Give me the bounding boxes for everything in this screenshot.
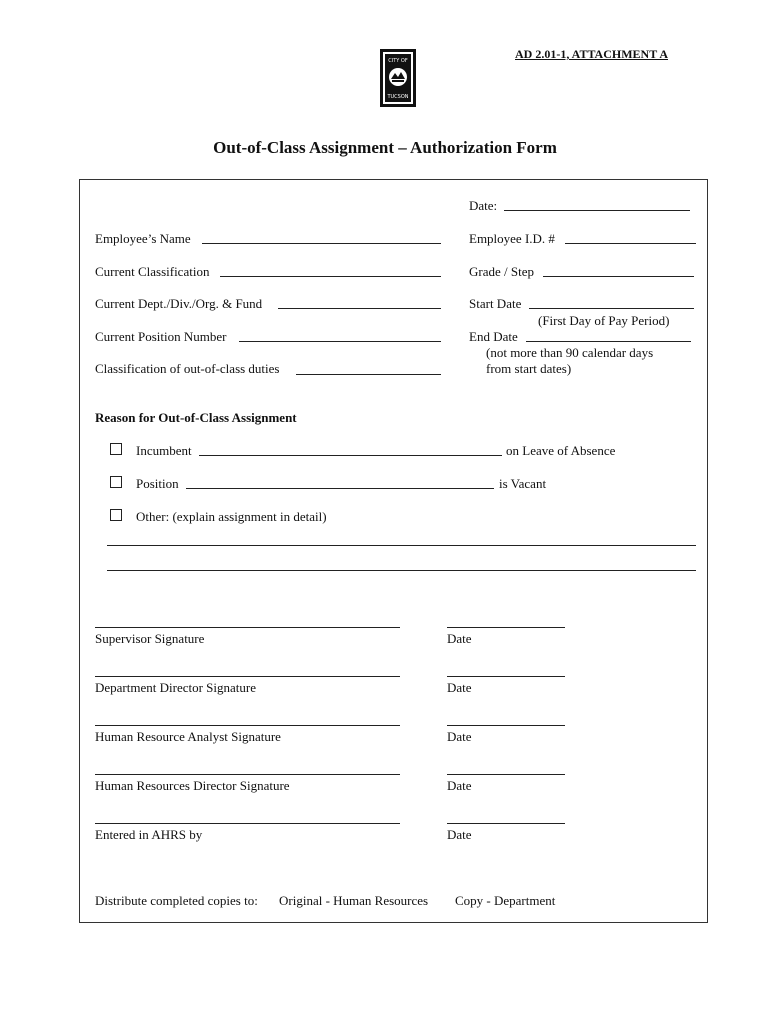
position-number-label: Current Position Number	[95, 329, 227, 344]
ahrs-date-line[interactable]	[447, 823, 565, 824]
end-date-label: End Date	[469, 329, 518, 344]
grade-step-label: Grade / Step	[469, 264, 534, 279]
other-checkbox[interactable]	[110, 509, 122, 521]
incumbent-checkbox[interactable]	[110, 443, 122, 455]
position-field[interactable]	[186, 488, 494, 489]
date-label: Date:	[469, 198, 498, 213]
other-label: Other: (explain assignment in detail)	[136, 509, 327, 524]
explanation-line-1[interactable]	[107, 545, 696, 546]
analyst-date-label: Date	[447, 729, 472, 744]
incumbent-field[interactable]	[199, 455, 502, 456]
end-date-note-2: from start dates)	[486, 361, 572, 376]
classification-duties-label: Classification of out-of-class duties	[95, 361, 280, 376]
start-date-note: (First Day of Pay Period)	[538, 313, 670, 328]
ahrs-entry-label: Entered in AHRS by	[95, 827, 203, 842]
explanation-line-2[interactable]	[107, 570, 696, 571]
distribution-label: Distribute completed copies to:	[95, 893, 258, 908]
incumbent-label: Incumbent	[136, 443, 192, 458]
start-date-field[interactable]	[529, 308, 694, 309]
logo-text-bottom: TUCSON	[387, 94, 409, 100]
current-classification-label: Current Classification	[95, 264, 210, 279]
distribution-original: Original - Human Resources	[279, 893, 429, 908]
distribution-copy: Copy - Department	[455, 893, 556, 908]
supervisor-date-label: Date	[447, 631, 472, 646]
classification-duties-field[interactable]	[296, 374, 441, 375]
logo-text-top: CITY OF	[388, 58, 408, 64]
document-reference: AD 2.01-1, ATTACHMENT A	[515, 47, 669, 61]
form-frame	[79, 179, 708, 923]
ahrs-date-label: Date	[447, 827, 472, 842]
ahrs-entry-line[interactable]	[95, 823, 400, 824]
employee-name-label: Employee’s Name	[95, 231, 191, 246]
end-date-field[interactable]	[526, 341, 691, 342]
director-signature-line[interactable]	[95, 676, 400, 677]
employee-id-label: Employee I.D. #	[469, 231, 555, 246]
supervisor-signature-label: Supervisor Signature	[95, 631, 205, 646]
analyst-date-line[interactable]	[447, 725, 565, 726]
supervisor-signature-line[interactable]	[95, 627, 400, 628]
hr-director-date-line[interactable]	[447, 774, 565, 775]
analyst-signature-label: Human Resource Analyst Signature	[95, 729, 281, 744]
director-date-label: Date	[447, 680, 472, 695]
reason-heading: Reason for Out-of-Class Assignment	[95, 410, 297, 425]
position-suffix: is Vacant	[499, 476, 547, 491]
start-date-label: Start Date	[469, 296, 522, 311]
supervisor-date-line[interactable]	[447, 627, 565, 628]
current-classification-field[interactable]	[220, 276, 441, 277]
analyst-signature-line[interactable]	[95, 725, 400, 726]
hr-director-signature-label: Human Resources Director Signature	[95, 778, 290, 793]
current-dept-label: Current Dept./Div./Org. & Fund	[95, 296, 263, 311]
incumbent-suffix: on Leave of Absence	[506, 443, 616, 458]
employee-id-field[interactable]	[565, 243, 696, 244]
city-seal-logo	[379, 48, 417, 108]
grade-step-field[interactable]	[543, 276, 694, 277]
date-field[interactable]	[504, 210, 690, 211]
position-number-field[interactable]	[239, 341, 441, 342]
hr-director-date-label: Date	[447, 778, 472, 793]
director-signature-label: Department Director Signature	[95, 680, 256, 695]
hr-director-signature-line[interactable]	[95, 774, 400, 775]
form-title: Out-of-Class Assignment – Authorization Form	[213, 138, 557, 157]
employee-name-field[interactable]	[202, 243, 441, 244]
current-dept-field[interactable]	[278, 308, 441, 309]
position-label: Position	[136, 476, 179, 491]
position-checkbox[interactable]	[110, 476, 122, 488]
director-date-line[interactable]	[447, 676, 565, 677]
end-date-note-1: (not more than 90 calendar days	[486, 345, 654, 360]
